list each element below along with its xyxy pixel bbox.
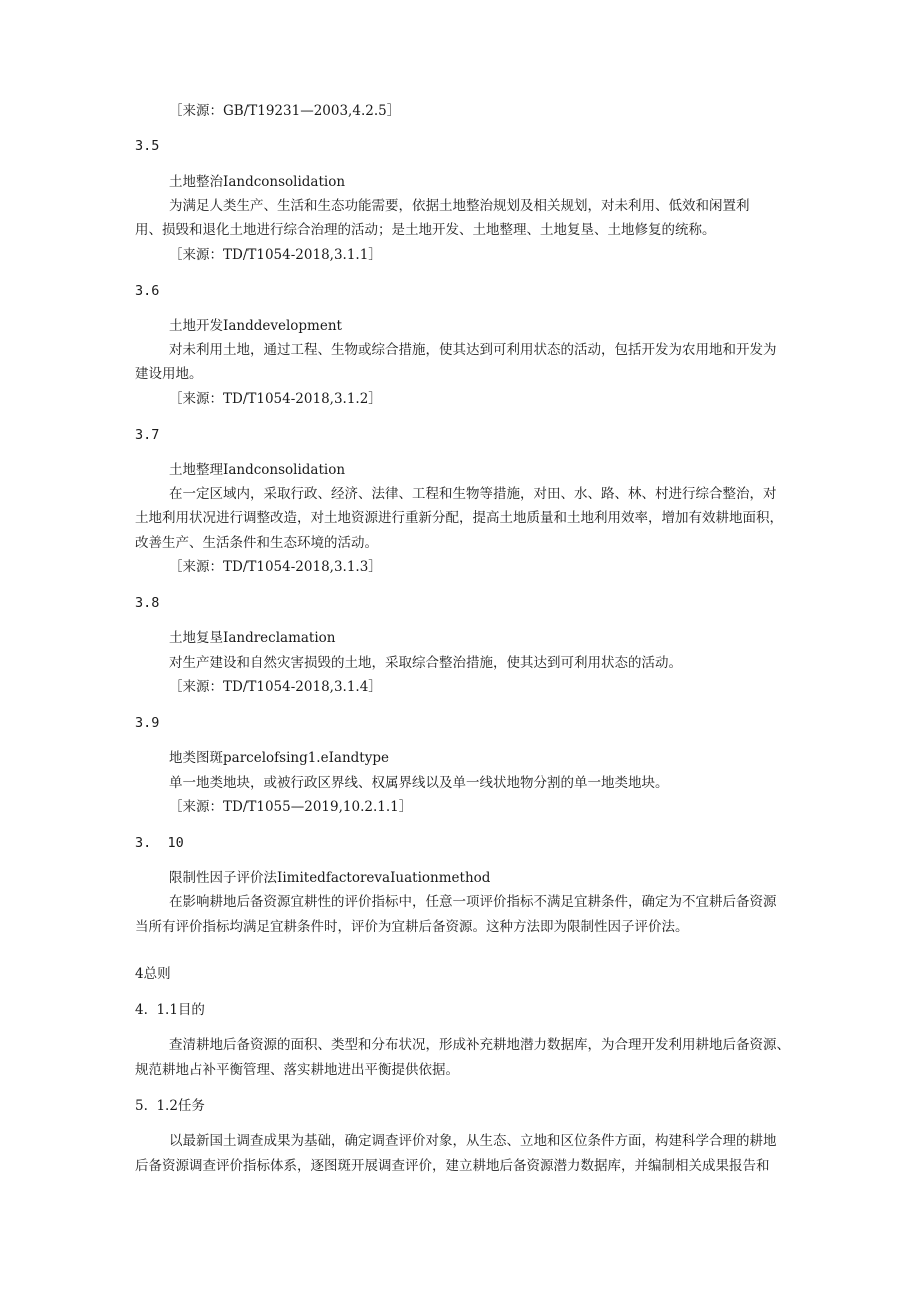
- source-citation: ［来源：TD/T1054-2018,3.1.2］: [169, 391, 382, 407]
- paragraph-text: 以最新国土调查成果为基础，确定调查评价对象，从生态、立地和区位条件方面，构建科学合理的耕地: [169, 1133, 777, 1149]
- paragraph-text: 后备资源调查评价指标体系，逐图斑开展调查评价，建立耕地后备资源潜力数据库，并编制相关成果报告和: [135, 1158, 770, 1174]
- definition-text: 当所有评价指标均满足宜耕条件时，评价为宜耕后备资源。这种方法即为限制性因子评价法。: [135, 919, 689, 935]
- term-heading: 土地复垦Iandreclamation: [169, 630, 336, 646]
- clause-number: 3. 10: [135, 835, 184, 851]
- definition-text: 土地利用状况进行调整改造，对土地资源进行重新分配，提高土地质量和土地利用效率，增加有效耕地面积，: [135, 510, 783, 526]
- paragraph-text: 规范耕地占补平衡管理、落实耕地进出平衡提供依据。: [135, 1062, 459, 1078]
- subsection-heading: 5. 1.2任务: [135, 1098, 205, 1114]
- definition-text: 单一地类地块，或被行政区界线、权属界线以及单一线状地物分割的单一地类地块。: [169, 775, 669, 791]
- definition-text: 对生产建设和自然灾害损毁的土地，采取综合整治措施，使其达到可利用状态的活动。: [169, 655, 682, 671]
- term-heading: 限制性因子评价法IimitedfactorevaIuationmethod: [169, 870, 491, 886]
- term-heading: 地类图斑parcelofsing1.eIandtype: [169, 750, 389, 766]
- section-heading: 4总则: [135, 966, 171, 982]
- definition-text: 在一定区域内，采取行政、经济、法律、工程和生物等措施，对田、水、路、林、村进行综合整治，对: [169, 486, 777, 502]
- source-citation: ［来源：TD/T1054-2018,3.1.1］: [169, 247, 382, 263]
- definition-text: 建设用地。: [135, 366, 203, 382]
- clause-number: 3.8: [135, 595, 160, 611]
- definition-text: 为满足人类生产、生活和生态功能需要，依据土地整治规划及相关规划，对未利用、低效和闲置利: [169, 198, 750, 214]
- source-citation: ［来源：TD/T1055—2019,10.2.1.1］: [169, 799, 413, 815]
- source-citation: ［来源：GB/T19231—2003,4.2.5］: [169, 103, 401, 119]
- term-heading: 土地开发Ianddevelopment: [169, 318, 342, 334]
- source-citation: ［来源：TD/T1054-2018,3.1.3］: [169, 559, 382, 575]
- definition-text: 对未利用土地，通过工程、生物或综合措施，使其达到可利用状态的活动，包括开发为农用地和开发为: [169, 342, 777, 358]
- clause-number: 3.7: [135, 427, 160, 443]
- source-citation: ［来源：TD/T1054-2018,3.1.4］: [169, 679, 382, 695]
- clause-number: 3.6: [135, 283, 160, 299]
- term-heading: 土地整理Iandconsolidation: [169, 462, 346, 478]
- definition-text: 在影响耕地后备资源宜耕性的评价指标中，任意一项评价指标不满足宜耕条件，确定为不宜耕后备资源: [169, 894, 777, 910]
- definition-text: 改善生产、生活条件和生态环境的活动。: [135, 535, 378, 551]
- clause-number: 3.5: [135, 138, 160, 154]
- clause-number: 3.9: [135, 715, 160, 731]
- subsection-heading: 4. 1.1目的: [135, 1002, 205, 1018]
- paragraph-text: 查清耕地后备资源的面积、类型和分布状况，形成补充耕地潜力数据库，为合理开发利用耕地后备资源、: [169, 1037, 790, 1053]
- definition-text: 用、损毁和退化土地进行综合治理的活动；是土地开发、土地整理、土地复垦、土地修复的统称。: [135, 222, 716, 238]
- term-heading: 土地整治Iandconsolidation: [169, 174, 346, 190]
